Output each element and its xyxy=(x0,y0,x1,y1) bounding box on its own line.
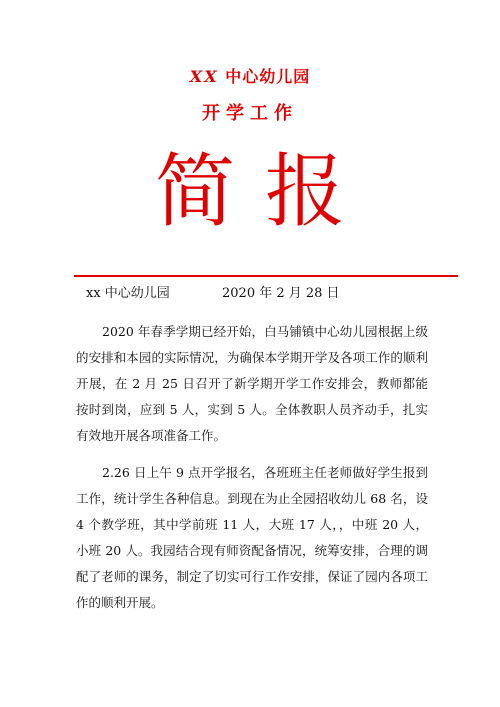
org-name: 中心幼儿园 xyxy=(225,67,311,86)
org-heading xyxy=(0,66,500,88)
subtitle: 开学工作 xyxy=(202,103,298,124)
body-paragraph-2: 2.26 日上午 9 点开学报名，各班班主任老师做好学生报到工作，统计学生各种信息。到现在为止全园招收幼儿 68 名，设 4 个教学班，其中学前班 11 人，大班 17 人，，中班 20 人，小班 20 人。我园结合现有师资配备情况，统筹安排，合理的调配了老师的课务，制定了切实可行工作安排，保证了园内各项工作的顺利开展。 xyxy=(76,465,428,610)
body-paragraph-1: 2020 年春季学期已经开始，白马铺镇中心幼儿园根据上级的安排和本园的实际情况，为确保本学期开学及各项工作的顺利开展，在 2 月 25 日召开了新学期开学工作安排会，教师都能按时到岗，应到 5 人，实到 5 人。全体教职人员齐动手，扎实有效地开展各项准备工作。 xyxy=(76,324,428,443)
page-title: 简报 xyxy=(155,145,375,238)
org-latin-prefix: XX xyxy=(189,67,219,86)
issuer-name: xx 中心幼儿园 xyxy=(86,286,170,301)
red-divider xyxy=(74,275,458,277)
issue-date: 2020 年 2 月 28 日 xyxy=(222,286,340,301)
issuer-row xyxy=(86,284,456,304)
